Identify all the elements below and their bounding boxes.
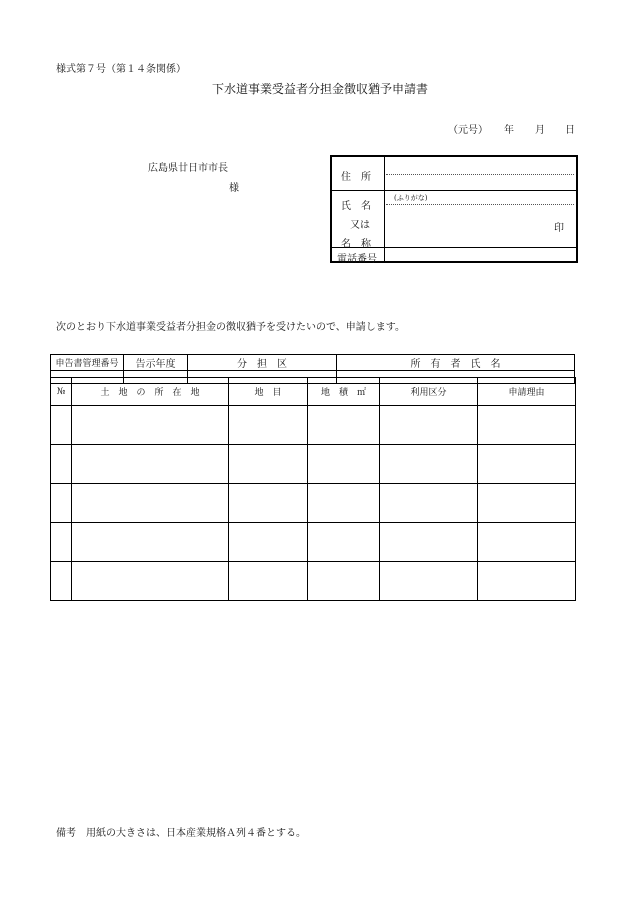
table-cell[interactable]: [380, 484, 478, 523]
date-month: 月: [535, 125, 545, 136]
page-title: 下水道事業受益者分担金徴収猶予申請書: [212, 82, 429, 96]
name-field[interactable]: [386, 206, 574, 246]
table-row: [51, 562, 576, 601]
table-cell[interactable]: [308, 523, 380, 562]
table-cell[interactable]: [229, 406, 308, 445]
table-cell[interactable]: [72, 484, 229, 523]
table-cell[interactable]: [72, 523, 229, 562]
seal-mark: 印: [554, 223, 564, 234]
corporate-name-label: 名 称: [341, 239, 371, 250]
addressee-honorific: 様: [229, 183, 239, 194]
table-cell[interactable]: [229, 562, 308, 601]
col-reason: 申請理由: [478, 378, 576, 406]
form-number: 様式第７号（第１４条関係）: [56, 64, 186, 75]
table-cell[interactable]: [51, 484, 72, 523]
date-year: 年: [504, 125, 514, 136]
applicant-box: [330, 155, 578, 263]
management-number-label: 申告書管理番号: [51, 355, 124, 371]
col-usage-category: 利用区分: [380, 378, 478, 406]
date-era: （元号）: [448, 125, 488, 136]
table-cell[interactable]: [478, 523, 576, 562]
col-land-location: 土 地 の 所 在 地: [72, 378, 229, 406]
phone-field[interactable]: [386, 249, 574, 261]
land-table: [50, 377, 576, 601]
table-cell[interactable]: [308, 484, 380, 523]
table-cell[interactable]: [51, 562, 72, 601]
col-number: №: [51, 378, 72, 406]
notice-year-label: 告示年度: [124, 355, 188, 371]
table-cell[interactable]: [51, 406, 72, 445]
addressee-name: 広島県廿日市市長: [148, 163, 228, 174]
table-cell[interactable]: [72, 445, 229, 484]
phone-label: 電話番号: [337, 254, 377, 265]
table-cell[interactable]: [478, 562, 576, 601]
address-label: 住 所: [341, 172, 371, 183]
table-row: [51, 523, 576, 562]
paper-size-note: 備考 用紙の大きさは、日本産業規格Ａ列４番とする。: [56, 828, 306, 839]
table-row: [51, 484, 576, 523]
table-cell[interactable]: [308, 445, 380, 484]
table-cell[interactable]: [229, 445, 308, 484]
table-cell[interactable]: [229, 484, 308, 523]
furigana-label: (ふりがな): [394, 194, 428, 202]
application-statement: 次のとおり下水道事業受益者分担金の徴収猶予を受けたいので、申請します。: [56, 322, 405, 333]
table-row: [51, 406, 576, 445]
table-cell[interactable]: [72, 406, 229, 445]
owner-name-label: 所 有 者 氏 名: [337, 355, 575, 371]
name-label-or: 又は: [350, 220, 370, 231]
table-cell[interactable]: [380, 562, 478, 601]
allotment-area-label: 分 担 区: [188, 355, 337, 371]
table-cell[interactable]: [478, 445, 576, 484]
name-label: 氏 名: [341, 201, 371, 212]
table-cell[interactable]: [380, 445, 478, 484]
table-cell[interactable]: [308, 406, 380, 445]
table-cell[interactable]: [51, 445, 72, 484]
table-cell[interactable]: [478, 484, 576, 523]
table-cell[interactable]: [308, 562, 380, 601]
address-field[interactable]: [386, 159, 574, 187]
table-cell[interactable]: [478, 406, 576, 445]
col-land-category: 地 目: [229, 378, 308, 406]
table-cell[interactable]: [380, 406, 478, 445]
table-row: [51, 445, 576, 484]
table-cell[interactable]: [51, 523, 72, 562]
date-day: 日: [565, 125, 575, 136]
table-cell[interactable]: [380, 523, 478, 562]
table-cell[interactable]: [229, 523, 308, 562]
table-cell[interactable]: [72, 562, 229, 601]
col-land-area: 地 積 ㎡: [308, 378, 380, 406]
